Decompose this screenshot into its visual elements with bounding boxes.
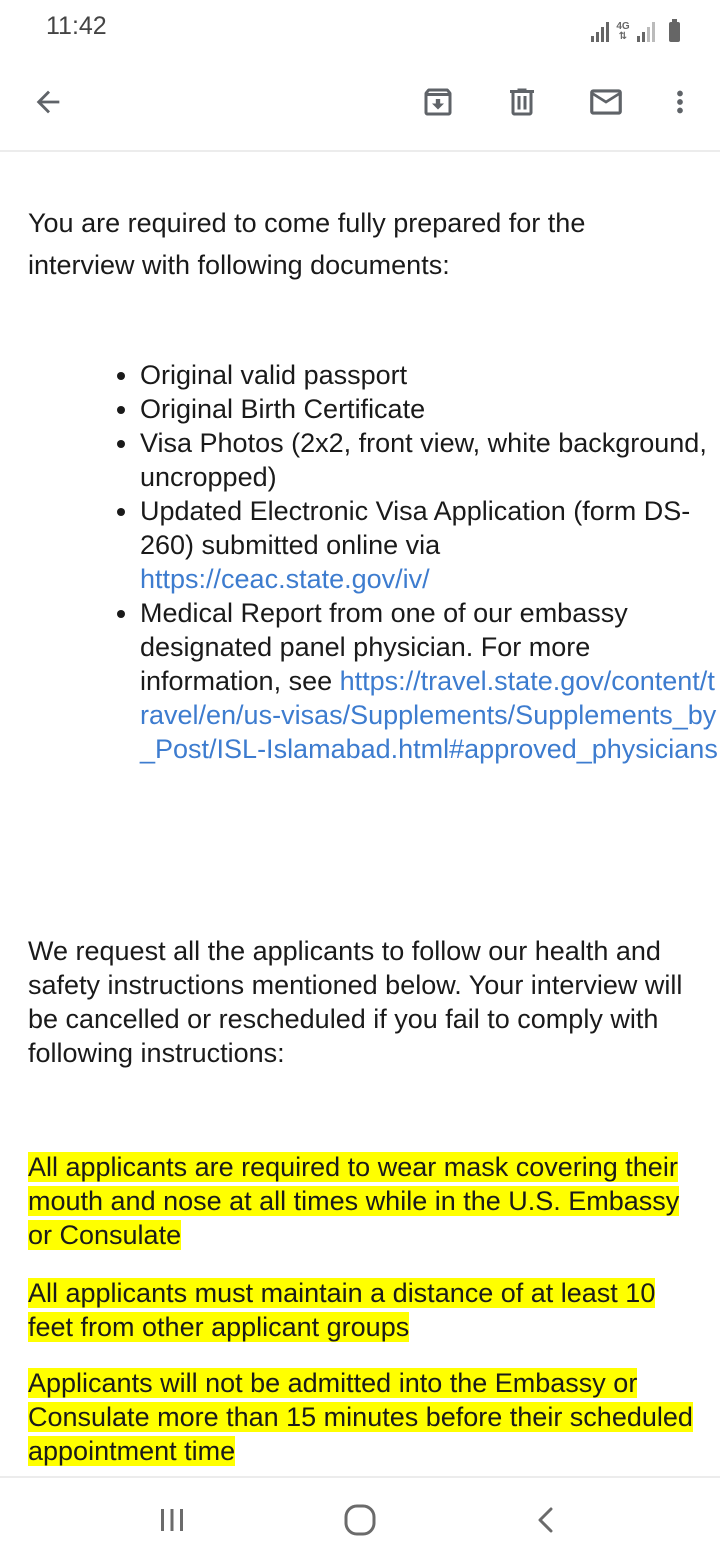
request-paragraph: We request all the applicants to follow our health and safety instructions mentioned below. Your interview will be cancelled or rescheduled if you fail to comply with following instructions: (28, 936, 683, 1068)
document-text: Visa Photos (2x2, front view, white background, uncropped) (140, 428, 707, 492)
more-options-button[interactable] (656, 78, 704, 126)
archive-button[interactable] (414, 78, 462, 126)
signal-icon-2 (637, 20, 655, 42)
highlighted-text: All applicants are required to wear mask covering their mouth and nose at all times while in the U.S. Embassy or Consulate (28, 1152, 680, 1250)
document-text: Updated Electronic Visa Application (form DS-260) submitted online via (140, 496, 691, 560)
recent-apps-icon (157, 1505, 187, 1535)
list-item (140, 494, 720, 596)
back-icon (531, 1505, 561, 1535)
highlighted-text: All applicants must maintain a distance of at least 10 feet from other applicant groups (28, 1278, 656, 1342)
intro-paragraph: You are required to come fully prepared for the interview with following documents: (28, 208, 586, 280)
network-label: 4G (616, 21, 630, 32)
back-button[interactable] (24, 78, 72, 126)
home-icon (343, 1503, 377, 1537)
home-button[interactable] (336, 1496, 384, 1544)
list-item (140, 596, 720, 766)
network-4g-icon: 4G ⇅ (616, 21, 630, 42)
highlighted-text: Applicants will not be admitted into the Embassy or Consulate more than 15 minutes before their scheduled appointment time (28, 1368, 693, 1466)
mark-unread-button[interactable] (582, 78, 630, 126)
document-text: Medical Report from one of our embassy designated panel physician. For more information, see (140, 598, 628, 696)
email-toolbar (0, 56, 720, 152)
mail-icon (587, 83, 625, 121)
system-icons (591, 14, 680, 42)
documents-list (110, 358, 720, 766)
list-item (140, 358, 720, 392)
more-vert-icon (663, 85, 697, 119)
delete-button[interactable] (498, 78, 546, 126)
trash-icon (504, 84, 540, 120)
instruction-distance (28, 1276, 698, 1344)
instruction-mask (28, 1150, 698, 1252)
document-text: Original valid passport (140, 360, 408, 390)
status-time: 11:42 (46, 12, 107, 40)
physicians-link[interactable]: https://travel.state.gov/content/travel/en/us-visas/Supplements/Supplements_by_Post/ISL-Islamabad.html#approved_physicians (140, 666, 718, 764)
navigation-bar (0, 1476, 720, 1560)
nav-back-button[interactable] (522, 1496, 570, 1544)
document-text: Original Birth Certificate (140, 394, 426, 424)
back-arrow-icon (31, 85, 65, 119)
archive-icon (420, 84, 456, 120)
ceac-link[interactable]: https://ceac.state.gov/iv/ (140, 564, 430, 594)
list-item (140, 426, 720, 494)
status-bar (0, 0, 720, 56)
email-body (0, 152, 720, 1476)
recent-apps-button[interactable] (148, 1496, 196, 1544)
battery-icon (669, 22, 680, 42)
signal-icon (591, 20, 609, 42)
list-item (140, 392, 720, 426)
instruction-arrival (28, 1366, 698, 1468)
